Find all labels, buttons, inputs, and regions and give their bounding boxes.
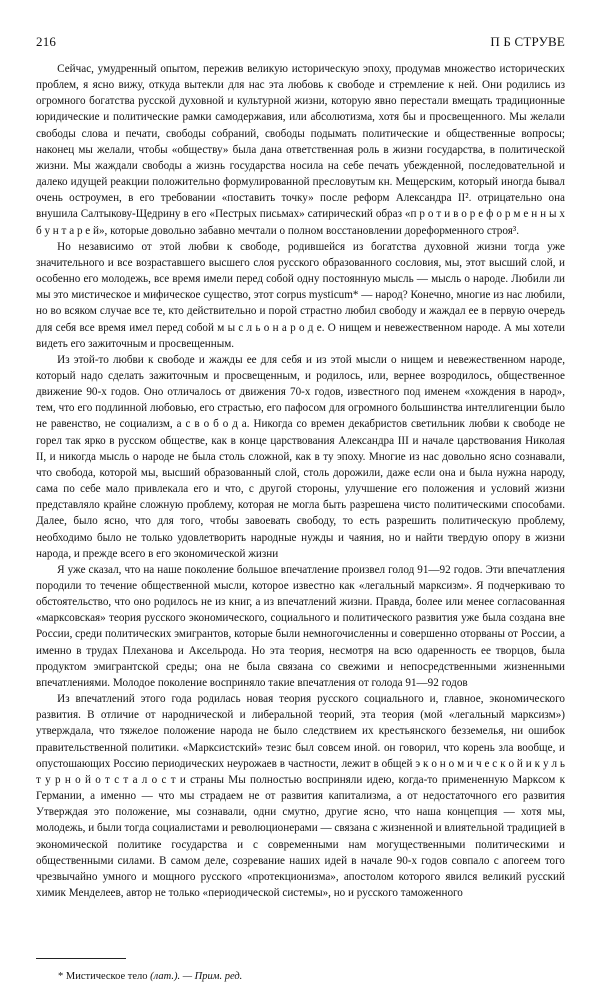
- footnote-marker: *: [58, 971, 64, 982]
- footnote-divider: [36, 958, 126, 959]
- body-text: [36, 61, 565, 901]
- page-number: 216: [36, 34, 57, 49]
- footnote: [58, 970, 242, 984]
- paragraph-4: Я уже сказал, что на наше поколение большое впечатление произвел голод 91—92 годов. Эти впечатления породили то течение общественной мысли, которое известно как «легальный марксизм». Я подчеркиваю то обстоятельство, что оно родилось не из книг, а из впечатлений жизни. Правда, более или менее согласованная «марксовская» теория русского экономического, социального и политического развития уже была создана вне России, среди политических эмигрантов, которые были немногочисленны и совершенно оторваны от России, а именно в трудах Плеханова и Аксельрода. Но эта теория, несмотря на всю одаренность ее творцов, была продуктом эмигрантской среды; она не была связана со свежими и непосредственными жизненными впечатлениями. Молодое поколение восприняло такие впечатления от голода 91—92 годов: [36, 563, 565, 689]
- footnote-note: — Прим. ред.: [182, 971, 243, 982]
- paragraph-1: Сейчас, умудренный опытом, пережив великую историческую эпоху, продумав множество исторических проблем, я ясно вижу, откуда вытекли для нас эта любовь к свободе и стремление к ней. Они родились из огромного богатства русской духовной и культурной жизни, которую явно перестали вмещать традиционные юридические и политические рамки самодержавия, или абсолютизма, хотя бы и просвещенного. Мы желали свободы слова и печати, свободы собраний, свободы подымать политические и общественные вопросы; наконец мы желали, чтобы «обществу» была дана ответственная роль в жизни государства, в политической жизни. Мы жаждали свободы а жизнь государства носила на себе печать убежденной, последовательной и далеко идущей реакции положительно формулированной пресловутым кн. Мещерским, который иногда бывал очень остроумен, в его требовании «поставить точку» после реформ Александра II². отрицательно она внушила Салтыкову-Щедрину в его «Пестрых письмах» сатирический образ «п р о т и в о р е ф о р м е н н ы х б у н т а р е й», которые довольно забавно мечтали о полном восстановлении дореформенного строя³.: [36, 63, 565, 237]
- footnote-text: Мистическое тело: [65, 971, 148, 982]
- running-title: П Б СТРУВЕ: [490, 34, 565, 49]
- page-header: [36, 31, 565, 53]
- paragraph-2: Но независимо от этой любви к свободе, родившейся из богатства духовной жизни тогда уже значительного и все возраставшего высшего слоя русского образованного сословия, мы, этот высший слой, и особенно его молодежь, все время имели перед собой одну постоянную мысль — мысль о народе. Любили ли мы это мистическое и мифическое существо, этот corpus mysticum* — народ? Конечно, многие из нас любили, но во всяком случае все те, кто действительно и порой страстно любил свободу и жаждал ее в первую очередь для себя все время имел перед собой м ы с л ь о н а р о д е. О нищем и невежественном народе. А мы хотели видеть его зажиточным и просвещенным.: [36, 240, 565, 350]
- paragraph-5: Из впечатлений этого года родилась новая теория русского социального и, главное, экономического развития. В отличие от народнической и либеральной теорий, эта теория (мой «легальный марксизм») утверждала, что тяжелое положение народа не было следствием их крестьянского безземелья, ни ошибок правительственной политики. «Марксистский» тезис был совсем иной. он говорил, что корень зла вообще, и опустошающих Россию периодических неурожаев в частности, лежит в общей э к о н о м и ч е с к о й и к у л ь т у р н о й о т с т а л о с т и страны Мы полностью восприняли идею, когда-то примененную Марксом к Германии, а именно — что мы страдаем не от развития капитализма, а от недостаточного его развития Утверждая это положение, мы сознавали, одни смутно, другие ясно, что наша концепция — хотя мы, молодежь, и были тогда социалистами и революционерами — связана с жизненной и влиятельной традицией в экономической политике государства и с современными нам могущественными политическими и общественными силами. В самом деле, созревание наших идей в начале 90-х годов совпало с апогеем того чрезвычайно умного и мощного русского «протекционизма», апостолом которого явился великий русский химик Менделеев, автор не только «периодической системы», но и русского таможенного: [36, 693, 565, 899]
- paragraph-3: Из этой-то любви к свободе и жажды ее для себя и из этой мысли о нищем и невежественном народе, который надо сделать зажиточным и просвещенным, и родилось, или, вернее возродилось, общественное движение 90-х годов. Оно отличалось от движения 70-х годов, известного под именем «хождения в народ», тем, что его подлинной любовью, его страстью, его пафосом для огромного большинства интеллигенции было не равенство, не социализм, а с в о б о д а. Никогда со времен декабристов светильник любви к свободе не горел так ярко в русском обществе, как в конце царствования Александра III и начале царствования Николая II, и никогда мысль о народе не была столь сложной, как в ту эпоху. Многие из нас довольно ясно сознавали, что свобода, которой мы, высший образованный слой, столь дорожили, даже если она и была нужна народу, сама по себе мало привлекала его и что, с другой стороны, улучшение его положения и условий жизни представляло крайне сложную проблему, которая не могла быть разрешена чисто политическими способами. Далее, было ясно, что для того, чтобы завоевать свободу, то есть разрешить политическую проблему, необходимо было не только удовлетворить народные нужды и чаяния, но и найти твердую опору в жизни народа, и прежде всего в его экономической жизни: [36, 353, 565, 560]
- footnote-lang: (лат.).: [150, 971, 181, 982]
